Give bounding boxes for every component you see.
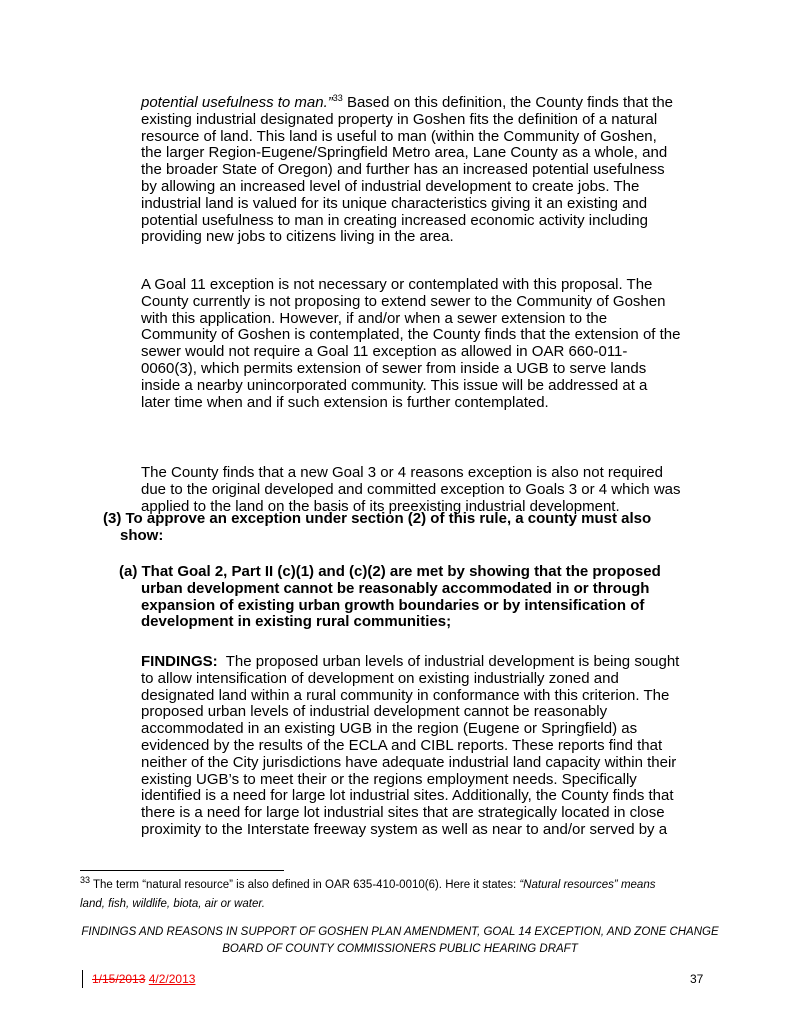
line: resource of land. This land is useful to man (within the Community of Goshen, <box>141 127 657 145</box>
line: identified is a need for large lot industrial sites. Additionally, the County finds that <box>141 787 674 805</box>
line: with this application. However, if and/or when a sewer extension to the <box>141 309 608 327</box>
line: (a) That Goal 2, Part II (c)(1) and (c)(2) are met by showing that the proposed <box>119 563 661 580</box>
footnote-text: The term “natural resource” is also defined in OAR 635-410-0010(6). Here it states: <box>90 879 520 891</box>
footnote-quote-cont: land, fish, wildlife, biota, air or water. <box>80 898 265 910</box>
paragraph-natural-resource <box>141 95 673 246</box>
line: proximity to the Interstate freeway system as well as near to and/or served by a <box>141 820 668 838</box>
line: there is a need for large lot industrial sites that are strategically located in close <box>141 804 665 822</box>
footnote-separator <box>80 870 284 871</box>
line: designated land within a rural community in conformance with this criterion. The <box>141 686 670 704</box>
running-footer-title <box>80 924 720 958</box>
line: development in existing rural communities; <box>141 613 452 631</box>
paragraph-goal-11 <box>141 277 680 411</box>
paragraph-goal-3-4 <box>141 465 681 515</box>
line: industrial land is valued for its unique characteristics giving it an existing and <box>141 194 648 212</box>
line: neither of the City jurisdictions have adequate industrial land capacity within their <box>141 753 677 771</box>
line: evidenced by the results of the ECLA and CIBL reports. These reports find that <box>141 736 663 754</box>
footer-title-line2: BOARD OF COUNTY COMMISSIONERS PUBLIC HEARING DRAFT <box>222 943 578 955</box>
line: potential usefulness to man in creating increased economic activity including <box>141 211 648 229</box>
line: County currently is not proposing to extend sewer to the Community of Goshen <box>141 292 666 310</box>
line: expansion of existing urban growth boundaries or by intensification of <box>141 596 645 614</box>
line: sewer would not require a Goal 11 exception as allowed in OAR 660-011- <box>141 343 628 361</box>
line: proposed urban levels of industrial development cannot be reasonably <box>141 703 608 721</box>
line: 0060(3), which permits extension of sewer from inside a UGB to serve lands <box>141 359 647 377</box>
deleted-date: 1/15/2013 <box>92 972 146 986</box>
italic-lead: potential usefulness to man.” <box>141 94 333 111</box>
inserted-date: 4/2/2013 <box>148 972 196 986</box>
heading-section-3 <box>103 511 651 545</box>
findings-label: FINDINGS: <box>141 653 218 670</box>
line: the broader State of Oregon) and further has an increased potential usefulness <box>141 161 665 179</box>
line: A Goal 11 exception is not necessary or contemplated with this proposal. The <box>141 276 653 293</box>
footnote-number: 33 <box>80 875 91 886</box>
page-number: 37 <box>690 972 704 986</box>
line: inside a nearby unincorporated community. This issue will be addressed at a <box>141 376 648 394</box>
line: providing new jobs to citizens living in the area. <box>141 228 454 246</box>
paragraph-findings <box>141 654 679 839</box>
line: The County finds that a new Goal 3 or 4 reasons exception is also not required <box>141 464 663 481</box>
footnote <box>80 876 655 914</box>
footnote-quote: “Natural resources” means <box>519 879 656 891</box>
line: the larger Region-Eugene/Springfield Metro area, Lane County as a whole, and <box>141 144 668 162</box>
line: Based on this definition, the County finds that the <box>342 94 674 111</box>
footnote-ref[interactable]: 33 <box>332 93 343 103</box>
line: existing industrial designated property in Goshen fits the definition of a natural <box>141 110 658 128</box>
line: urban development cannot be reasonably accommodated in or through <box>141 579 650 597</box>
line: (3) To approve an exception under section (2) of this rule, a county must also <box>103 510 652 527</box>
change-bar <box>82 970 83 988</box>
line: later time when and if such extension is further contemplated. <box>141 393 549 411</box>
heading-subsection-a <box>119 564 661 631</box>
line: The proposed urban levels of industrial development is being sought <box>217 653 680 670</box>
line: by allowing an increased level of industrial development to create jobs. The <box>141 177 640 195</box>
line: due to the original developed and committed exception to Goals 3 or 4 which was <box>141 480 681 498</box>
line: show: <box>120 526 164 544</box>
footer-title-line1: FINDINGS AND REASONS IN SUPPORT OF GOSHEN PLAN AMENDMENT, GOAL 14 EXCEPTION, AND ZONE CHANGE <box>81 926 719 938</box>
line: Community of Goshen is contemplated, the County finds that the extension of the <box>141 326 681 344</box>
revision-date <box>92 972 195 986</box>
line: existing UGB’s to meet their or the regions employment needs. Specifically <box>141 770 637 788</box>
line: applied to the land on the basis of its preexisting industrial development. <box>141 497 620 515</box>
line: to allow intensification of development on existing industrially zoned and <box>141 669 619 687</box>
line: accommodated in an existing UGB in the region (Eugene or Springfield) as <box>141 720 638 738</box>
